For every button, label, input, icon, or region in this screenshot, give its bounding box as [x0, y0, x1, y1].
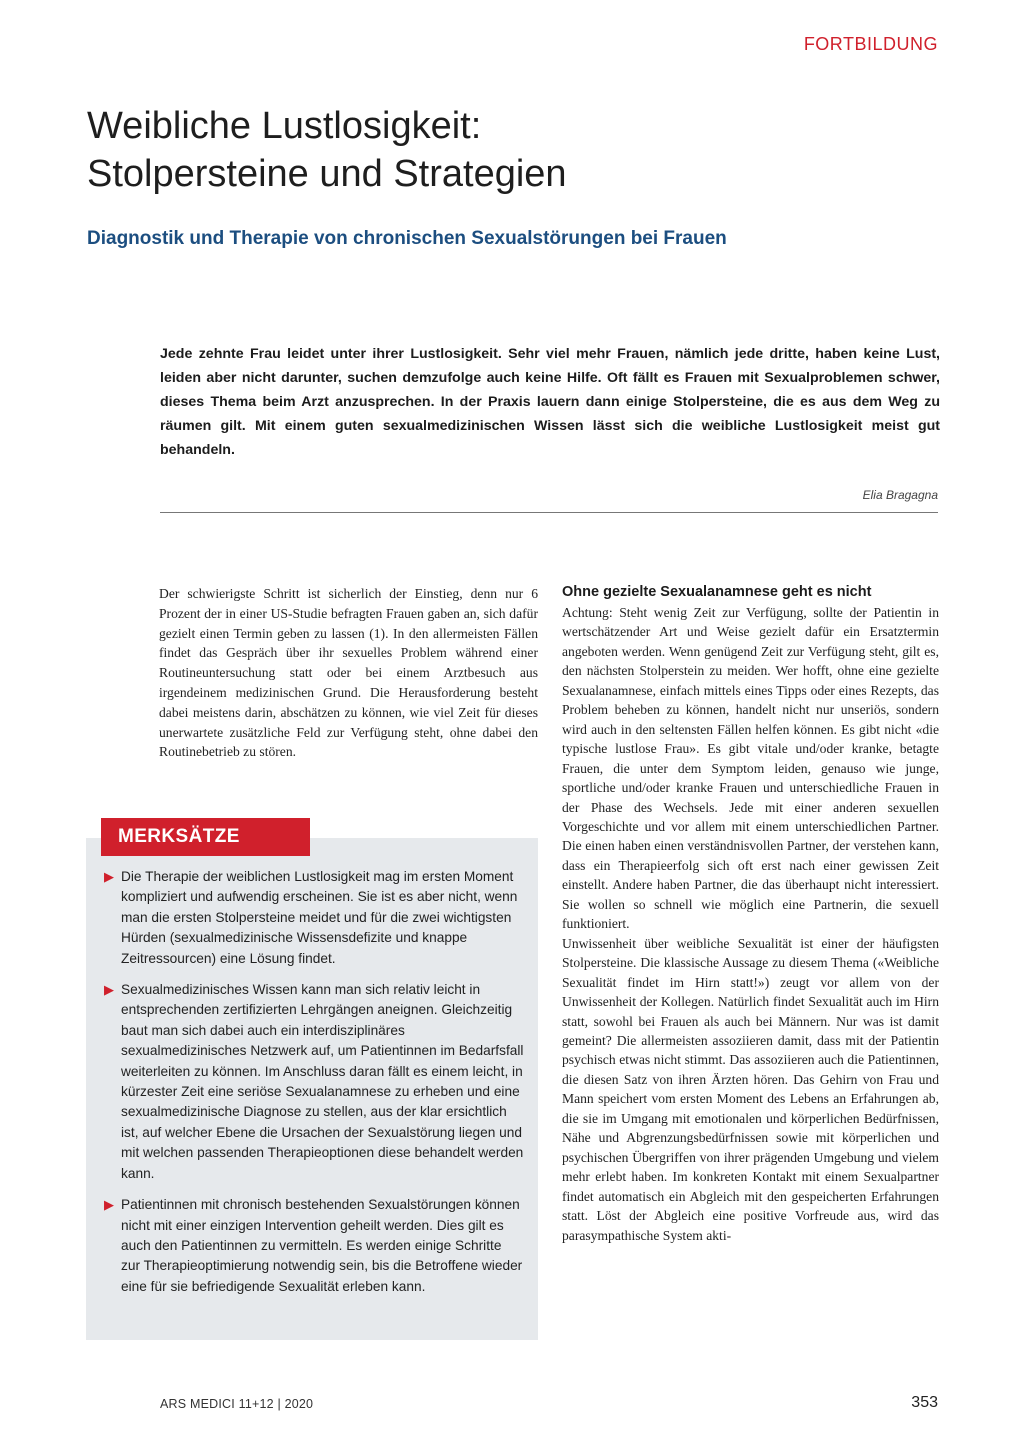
list-item-text: Die Therapie der weiblichen Lustlosigkeit mag im ersten Moment kompliziert und aufwendig erscheinen. Sie ist es aber nicht, wenn man die ersten Stolpersteine meidet und für die zwei wichtigsten Hürden (sexualmedizinische Wissensdefizite und knappe Zeitressourcen) eine Lösung findet.: [121, 869, 518, 966]
author-name: Elia Bragagna: [862, 488, 938, 502]
list-item: [104, 867, 524, 969]
triangle-bullet-icon: ▶: [104, 1197, 114, 1213]
section-heading: Ohne gezielte Sexualanamnese geht es nicht: [562, 584, 872, 600]
body-right-column: [562, 582, 939, 1245]
triangle-bullet-icon: ▶: [104, 982, 114, 998]
merksaetze-label: MERKSÄTZE: [101, 818, 310, 856]
divider-rule: [160, 512, 938, 513]
section-label: FORTBILDUNG: [803, 34, 938, 54]
body-paragraph: Unwissenheit über weibliche Sexualität ist einer der häufigsten Stolpersteine. Die klassische Aussage zu diesem Thema («Weibliche Sexualität findet im Hirn statt!») zeugt vor allem von der Unwissenheit der Kollegen. Natürlich findet Sexualität auch im Hirn statt, sowohl bei Frauen als auch bei Männern. Nur was ist damit gemeint? Die allermeisten assoziieren damit, dass mit der Patientin psychisch etwas nicht stimmt. Das assoziieren auch die Patientinnen, die diesen Satz von ihren Ärzten hören. Das Gehirn von Frau und Mann speichert vom ersten Moment des Lebens an Erfahrungen ab, die sie im Umgang mit emotionalen und körperlichen Bedürfnissen, Nähe und Abgrenzungsbedürfnissen sowie mit körperlichen und psychischen Übergriffen von ihrer prägenden Umgebung und vielem mehr erlebt haben. Im konkreten Kontakt mit einem Sexualpartner findet automatisch ein Abgleich mit den gespeicherten Erfahrungen statt. Löst der Abgleich eine positive Vorfreude aus, wird das parasympathische System akti-: [562, 935, 939, 1243]
page-number: 353: [911, 1394, 938, 1411]
triangle-bullet-icon: ▶: [104, 869, 114, 884]
journal-info: ARS MEDICI 11+12 | 2020: [160, 1397, 314, 1411]
list-item: [104, 1195, 524, 1297]
list-item-text: Sexualmedizinisches Wissen kann man sich relativ leicht in entsprechenden zertifizierten Lehrgängen aneignen. Gleichzeitig baut man sich dabei auch ein interdisziplinäres sexualmedizinisches Netzwerk auf, um Patientinnen im Bedarfsfall weiterleiten zu können. Im Anschluss daran fällt es einem leicht, in kürzester Zeit eine seriöse Sexualanamnese zu erheben und eine sexualmedizinische Diagnose zu stellen, aus der klar ersichtlich ist, auf welcher Ebene die Ursachen der Sexualstörung liegen und mit welchen passenden Therapieoptionen diese behandelt werden kann.: [121, 982, 524, 1181]
list-item-text: Patientinnen mit chronisch bestehenden Sexualstörungen können nicht mit einer einzigen Intervention geheilt werden. Dies gilt es auch den Patientinnen zu vermitteln. Es werden einige Schritte zur Therapieoptimierung notwendig sein, bis die Betroffene wieder eine für sie befriedigende Sexualität erleben kann.: [121, 1197, 523, 1294]
lead-paragraph: Jede zehnte Frau leidet unter ihrer Lustlosigkeit. Sehr viel mehr Frauen, nämlich jede dritte, haben keine Lust, leiden aber nicht darunter, suchen demzufolge auch keine Hilfe. Oft fällt es Frauen mit Sexualproblemen schwer, dieses Thema beim Arzt anzusprechen. In der Praxis lauern dann einige Stolpersteine, die es aus dem Weg zu räumen gilt. Mit einem guten sexualmedizinischen Wissen lässt sich die weibliche Lustlosigkeit meist gut behandeln.: [160, 346, 940, 458]
article-subtitle: Diagnostik und Therapie von chronischen Sexualstörungen bei Frauen: [87, 228, 727, 249]
list-item: [104, 980, 524, 1184]
article-title: [87, 102, 947, 198]
body-paragraph: Achtung: Steht wenig Zeit zur Verfügung, sollte der Patientin in wertschätzender Art und Weise gezielt dafür ein Ersatztermin angeboten werden. Wenn genügend Zeit zur Verfügung steht, gilt es, den nächsten Stolperstein zu meiden. Wer hofft, ohne eine gezielte Sexualanamnese, einfach mittels eines Tipps oder eines Rezepts, das Problem beheben zu können, handelt nicht nur unseriös, sondern wird auch in den seltensten Fällen helfen können. Es gibt nicht «die typische lustlose Frau». Es gibt vitale und/oder kranke, betagte Frauen, die unter dem Symptom leiden, genauso wie junge, sportliche und/oder kranke Frauen und unterschiedliche Frauen in der Phase des Wechsels. Jede mit einer anderen sexuellen Vorgeschichte und vor allem mit einem unterschiedlichen Partner. Die einen haben einen verständnisvollen Partner, der verstehen kann, dass ein Therapieerfolg sich oft erst nach einer gewissen Zeit einstellt. Andere haben Partner, die das überhaupt nicht interessiert. Sie wollen so schnell wie möglich eine Partnerin, die sexuell funktioniert.: [562, 605, 939, 932]
title-line-2: Stolpersteine und Strategien: [87, 153, 567, 195]
body-left-column: Der schwierigste Schritt ist sicherlich der Einstieg, denn nur 6 Prozent der in einer US-Studie befragten Frauen gaben an, sich dafür gezielt einen Termin geben zu lassen (1). In den allermeisten Fällen findet das Gespräch über ihr sexuelles Problem während einer Routineuntersuchung statt oder bei einem Arztbesuch aus irgendeinem medizinischen Grund. Die Herausforderung besteht dabei meistens darin, abschätzen zu können, wie viel Zeit für dieses unerwartete zusätzliche Feld zur Verfügung steht, ohne dabei den Routinebetrieb zu stören.: [159, 586, 538, 760]
merksaetze-list: [104, 867, 524, 1308]
title-line-1: Weibliche Lustlosigkeit:: [87, 105, 482, 147]
